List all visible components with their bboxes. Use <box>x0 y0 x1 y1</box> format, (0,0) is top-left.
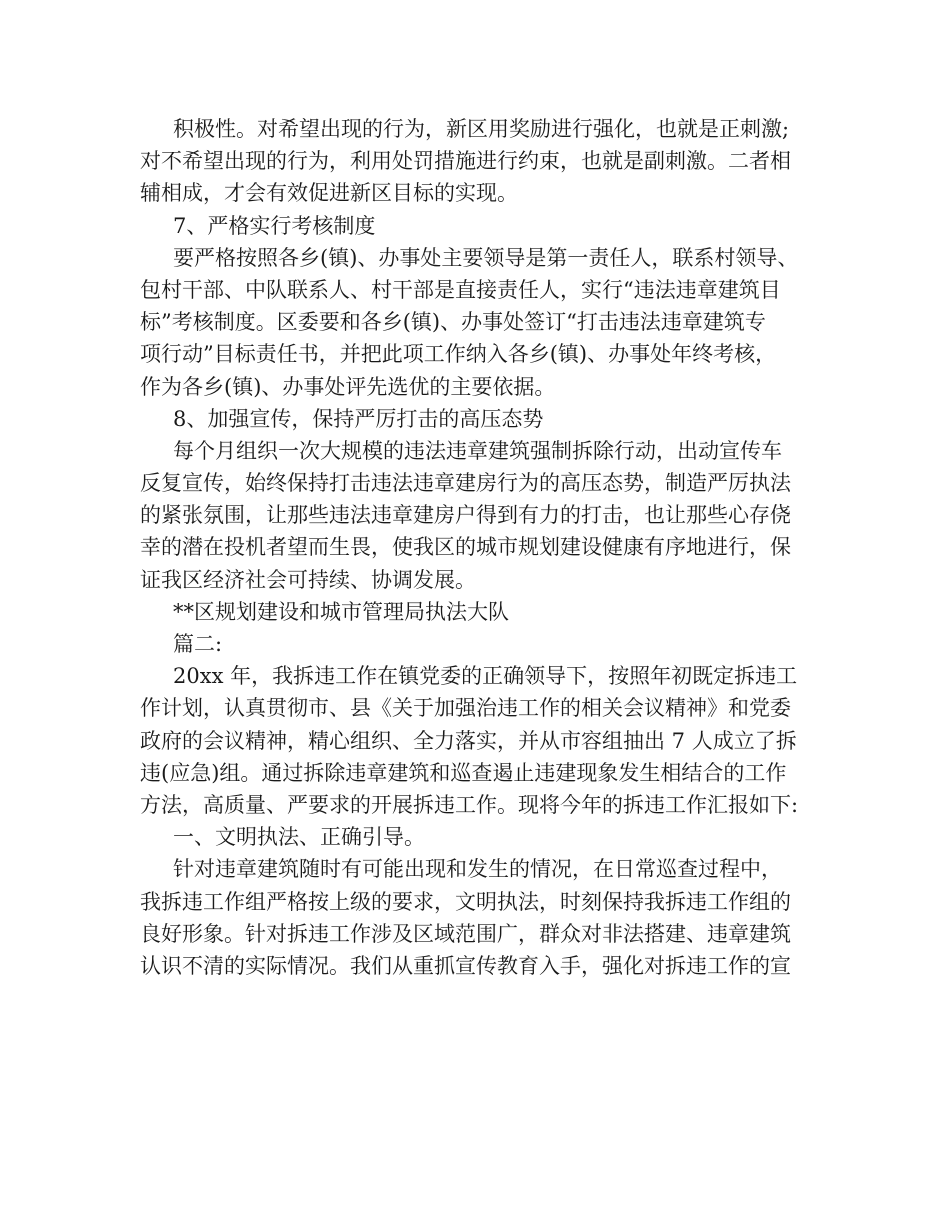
text-line: 政府的会议精神，精心组织、全力落实，并从市容组抽出 7 人成立了拆 <box>140 728 797 753</box>
text-line: 违(应急)组。通过拆除违章建筑和巡查遏止违建现象发生相结合的工作 <box>140 760 787 785</box>
text-line: 证我区经济社会可持续、协调发展。 <box>140 567 476 592</box>
text-line: 包村干部、中队联系人、村干部是直接责任人，实行“违法违章建筑目 <box>140 277 781 302</box>
text-line: 作为各乡(镇)、办事处评先选优的主要依据。 <box>140 374 556 399</box>
text-line: 针对违章建筑随时有可能出现和发生的情况，在日常巡查过程中， <box>173 857 782 882</box>
text-line: 积极性。对希望出现的行为，新区用奖励进行强化，也就是正刺激; <box>173 117 790 141</box>
section-heading: 7、严格实行考核制度 <box>173 213 376 238</box>
text-line: 对不希望出现的行为，利用处罚措施进行约束，也就是副刺激。二者相 <box>140 149 791 174</box>
part-heading: 篇二: <box>173 632 223 656</box>
text-line: 标”考核制度。区委要和各乡(镇)、办事处签订“打击违法违章建筑专 <box>140 310 766 335</box>
body-text <box>140 113 820 982</box>
text-line: 要严格按照各乡(镇)、办事处主要领导是第一责任人，联系村领导、 <box>173 245 799 270</box>
text-line: 的紧张氛围，让那些违法违章建房户得到有力的打击，也让那些心存侥 <box>140 503 791 528</box>
text-line: 作计划，认真贯彻市、县《关于加强治违工作的相关会议精神》和党委 <box>140 696 791 721</box>
text-line: 反复宣传，始终保持打击违法违章建房行为的高压态势，制造严厉执法 <box>140 471 791 496</box>
signature-line: **区规划建设和城市管理局执法大队 <box>173 599 509 624</box>
text-line: 认识不清的实际情况。我们从重抓宣传教育入手，强化对拆违工作的宣 <box>140 953 791 978</box>
text-line: 每个月组织一次大规模的违法违章建筑强制拆除行动，出动宣传车 <box>173 438 782 463</box>
text-line: 良好形象。针对拆违工作涉及区域范围广，群众对非法搭建、违章建筑 <box>140 921 791 946</box>
section-heading: 8、加强宣传，保持严厉打击的高压态势 <box>173 406 544 431</box>
text-line: 方法，高质量、严要求的开展拆违工作。现将今年的拆违工作汇报如下: <box>140 792 799 817</box>
text-line: 辅相成，才会有效促进新区目标的实现。 <box>140 181 518 206</box>
text-line: 我拆违工作组严格按上级的要求，文明执法，时刻保持我拆违工作组的 <box>140 889 791 914</box>
section-heading: 一、文明执法、正确引导。 <box>173 825 425 850</box>
text-line: 幸的潜在投机者望而生畏，使我区的城市规划建设健康有序地进行，保 <box>140 535 791 560</box>
text-line: 项行动”目标责任书，并把此项工作纳入各乡(镇)、办事处年终考核， <box>140 342 777 367</box>
text-line: 20xx 年，我拆违工作在镇党委的正确领导下，按照年初既定拆违工 <box>173 664 798 689</box>
